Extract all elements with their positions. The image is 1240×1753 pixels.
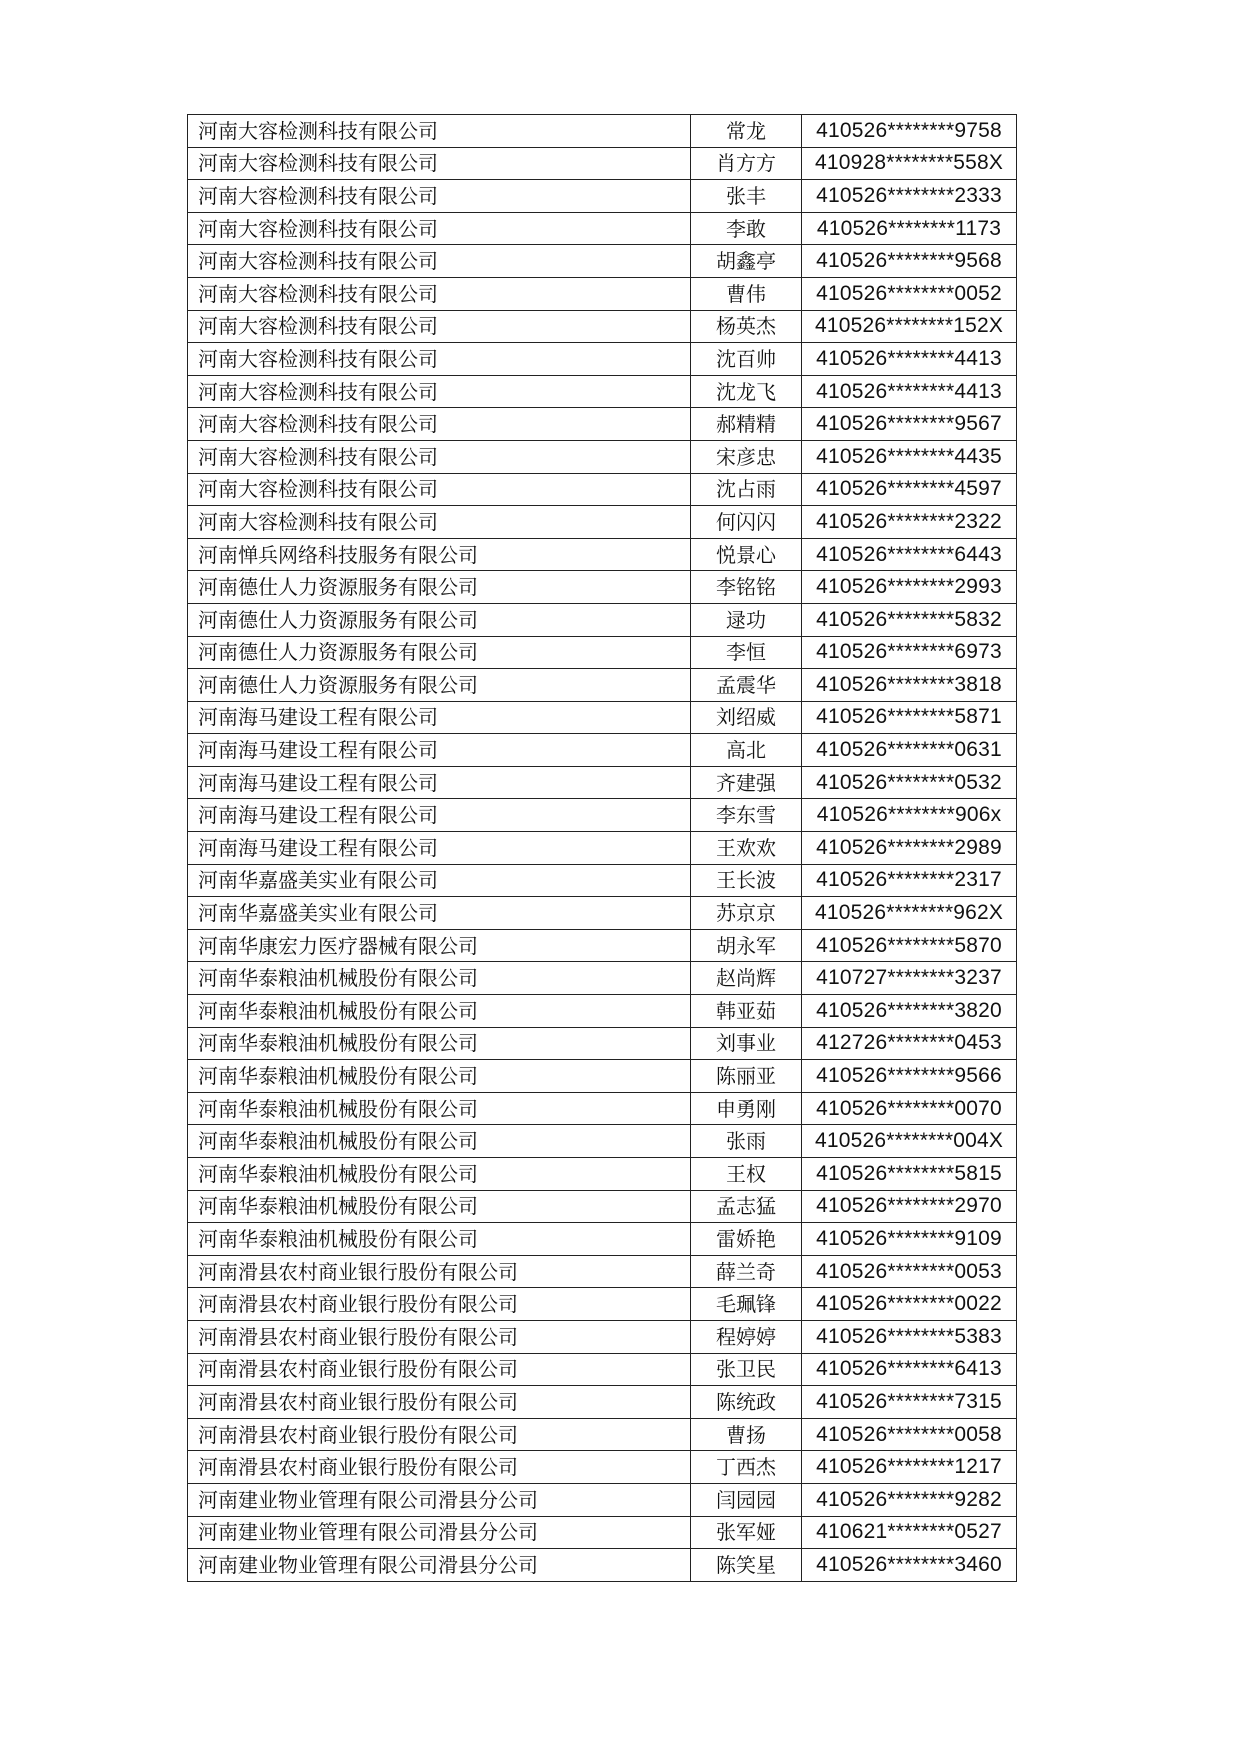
table-row — [188, 1092, 1017, 1125]
person-name-cell: 沈龙飞 — [691, 375, 802, 408]
id-number-cell: 410526********0631 — [802, 734, 1017, 767]
table-row — [188, 799, 1017, 832]
company-name-cell: 河南滑县农村商业银行股份有限公司 — [188, 1451, 691, 1484]
company-name-cell: 河南德仕人力资源服务有限公司 — [188, 571, 691, 604]
id-number-cell: 410526********6443 — [802, 538, 1017, 571]
company-name-cell: 河南华泰粮油机械股份有限公司 — [188, 1125, 691, 1158]
person-name-cell: 刘事业 — [691, 1027, 802, 1060]
company-name-cell: 河南海马建设工程有限公司 — [188, 799, 691, 832]
id-number-cell: 410526********004X — [802, 1125, 1017, 1158]
person-name-cell: 逯功 — [691, 603, 802, 636]
id-number-cell: 410526********2322 — [802, 506, 1017, 539]
id-number-cell: 410526********2993 — [802, 571, 1017, 604]
table-row — [188, 1125, 1017, 1158]
id-number-cell: 410526********9566 — [802, 1060, 1017, 1093]
table-row — [188, 1223, 1017, 1256]
table-row — [188, 897, 1017, 930]
person-name-cell: 沈百帅 — [691, 343, 802, 376]
table-row — [188, 343, 1017, 376]
company-name-cell: 河南海马建设工程有限公司 — [188, 734, 691, 767]
table-row — [188, 506, 1017, 539]
company-name-cell: 河南滑县农村商业银行股份有限公司 — [188, 1386, 691, 1419]
id-number-cell: 410526********152X — [802, 310, 1017, 343]
table-row — [188, 277, 1017, 310]
person-name-cell: 韩亚茹 — [691, 995, 802, 1028]
table-row — [188, 245, 1017, 278]
person-name-cell: 张卫民 — [691, 1353, 802, 1386]
table-row — [188, 473, 1017, 506]
table-row — [188, 375, 1017, 408]
person-name-cell: 沈占雨 — [691, 473, 802, 506]
id-number-cell: 410928********558X — [802, 147, 1017, 180]
person-name-cell: 刘绍威 — [691, 701, 802, 734]
company-name-cell: 河南建业物业管理有限公司滑县分公司 — [188, 1549, 691, 1582]
id-number-cell: 410526********0052 — [802, 277, 1017, 310]
person-name-cell: 李恒 — [691, 636, 802, 669]
id-number-cell: 410526********906x — [802, 799, 1017, 832]
company-name-cell: 河南滑县农村商业银行股份有限公司 — [188, 1353, 691, 1386]
company-name-cell: 河南大容检测科技有限公司 — [188, 245, 691, 278]
company-name-cell: 河南大容检测科技有限公司 — [188, 277, 691, 310]
table-row — [188, 1483, 1017, 1516]
company-name-cell: 河南大容检测科技有限公司 — [188, 212, 691, 245]
table-row — [188, 1255, 1017, 1288]
table-row — [188, 766, 1017, 799]
id-number-cell: 410526********2970 — [802, 1190, 1017, 1223]
person-name-cell: 常龙 — [691, 115, 802, 148]
company-name-cell: 河南滑县农村商业银行股份有限公司 — [188, 1288, 691, 1321]
id-number-cell: 410526********5383 — [802, 1320, 1017, 1353]
id-number-cell: 410526********9567 — [802, 408, 1017, 441]
company-name-cell: 河南大容检测科技有限公司 — [188, 343, 691, 376]
id-number-cell: 410526********0053 — [802, 1255, 1017, 1288]
table-row — [188, 1451, 1017, 1484]
table-row — [188, 669, 1017, 702]
table-row — [188, 1418, 1017, 1451]
person-name-cell: 孟志猛 — [691, 1190, 802, 1223]
company-name-cell: 河南华泰粮油机械股份有限公司 — [188, 1223, 691, 1256]
company-name-cell: 河南华嘉盛美实业有限公司 — [188, 897, 691, 930]
company-name-cell: 河南华嘉盛美实业有限公司 — [188, 864, 691, 897]
table-row — [188, 115, 1017, 148]
person-name-cell: 王欢欢 — [691, 832, 802, 865]
id-number-cell: 410526********9568 — [802, 245, 1017, 278]
id-number-cell: 410526********1173 — [802, 212, 1017, 245]
table-row — [188, 1060, 1017, 1093]
table-row — [188, 538, 1017, 571]
person-name-cell: 王权 — [691, 1158, 802, 1191]
person-name-cell: 陈统政 — [691, 1386, 802, 1419]
company-name-cell: 河南大容检测科技有限公司 — [188, 310, 691, 343]
id-number-cell: 410526********5815 — [802, 1158, 1017, 1191]
id-number-cell: 410526********0070 — [802, 1092, 1017, 1125]
person-name-cell: 陈丽亚 — [691, 1060, 802, 1093]
person-name-cell: 杨英杰 — [691, 310, 802, 343]
company-name-cell: 河南华泰粮油机械股份有限公司 — [188, 1060, 691, 1093]
person-name-cell: 肖方方 — [691, 147, 802, 180]
company-name-cell: 河南大容检测科技有限公司 — [188, 375, 691, 408]
id-number-cell: 410526********6413 — [802, 1353, 1017, 1386]
id-number-cell: 410621********0527 — [802, 1516, 1017, 1549]
table-row — [188, 180, 1017, 213]
table-row — [188, 1549, 1017, 1582]
person-name-cell: 张雨 — [691, 1125, 802, 1158]
id-number-cell: 410526********5832 — [802, 603, 1017, 636]
person-name-cell: 闫园园 — [691, 1483, 802, 1516]
person-name-cell: 郝精精 — [691, 408, 802, 441]
table-row — [188, 212, 1017, 245]
company-name-cell: 河南海马建设工程有限公司 — [188, 832, 691, 865]
person-name-cell: 曹伟 — [691, 277, 802, 310]
person-name-cell: 胡鑫亭 — [691, 245, 802, 278]
table-row — [188, 408, 1017, 441]
company-name-cell: 河南大容检测科技有限公司 — [188, 473, 691, 506]
table-row — [188, 701, 1017, 734]
company-name-cell: 河南惮兵网络科技服务有限公司 — [188, 538, 691, 571]
table-row — [188, 1516, 1017, 1549]
id-number-cell: 410526********3818 — [802, 669, 1017, 702]
person-name-cell: 李东雪 — [691, 799, 802, 832]
id-number-cell: 410526********4435 — [802, 440, 1017, 473]
id-number-cell: 410526********2989 — [802, 832, 1017, 865]
id-number-cell: 410526********7315 — [802, 1386, 1017, 1419]
company-name-cell: 河南德仕人力资源服务有限公司 — [188, 669, 691, 702]
table-row — [188, 1353, 1017, 1386]
id-number-cell: 410526********4413 — [802, 375, 1017, 408]
person-name-cell: 薛兰奇 — [691, 1255, 802, 1288]
person-name-cell: 宋彦忠 — [691, 440, 802, 473]
person-name-cell: 雷娇艳 — [691, 1223, 802, 1256]
table-row — [188, 310, 1017, 343]
person-name-cell: 孟震华 — [691, 669, 802, 702]
id-number-cell: 410526********2317 — [802, 864, 1017, 897]
company-name-cell: 河南建业物业管理有限公司滑县分公司 — [188, 1483, 691, 1516]
person-name-cell: 程婷婷 — [691, 1320, 802, 1353]
company-name-cell: 河南海马建设工程有限公司 — [188, 701, 691, 734]
table-row — [188, 995, 1017, 1028]
id-number-cell: 410526********962X — [802, 897, 1017, 930]
company-name-cell: 河南华泰粮油机械股份有限公司 — [188, 995, 691, 1028]
table-row — [188, 147, 1017, 180]
id-number-cell: 412726********0453 — [802, 1027, 1017, 1060]
table-row — [188, 864, 1017, 897]
table-row — [188, 571, 1017, 604]
id-number-cell: 410526********1217 — [802, 1451, 1017, 1484]
person-name-cell: 高北 — [691, 734, 802, 767]
person-name-cell: 悦景心 — [691, 538, 802, 571]
company-name-cell: 河南德仕人力资源服务有限公司 — [188, 603, 691, 636]
id-number-cell: 410526********0022 — [802, 1288, 1017, 1321]
table-row — [188, 832, 1017, 865]
id-number-cell: 410526********3820 — [802, 995, 1017, 1028]
id-number-cell: 410526********0058 — [802, 1418, 1017, 1451]
person-name-cell: 何闪闪 — [691, 506, 802, 539]
table-row — [188, 440, 1017, 473]
table-row — [188, 1158, 1017, 1191]
person-name-cell: 李敢 — [691, 212, 802, 245]
table-row — [188, 636, 1017, 669]
table-row — [188, 1027, 1017, 1060]
id-number-cell: 410526********9109 — [802, 1223, 1017, 1256]
table-row — [188, 734, 1017, 767]
person-name-cell: 陈笑星 — [691, 1549, 802, 1582]
company-name-cell: 河南华泰粮油机械股份有限公司 — [188, 1027, 691, 1060]
person-name-cell: 齐建强 — [691, 766, 802, 799]
table-row — [188, 1288, 1017, 1321]
company-name-cell: 河南华泰粮油机械股份有限公司 — [188, 962, 691, 995]
person-name-cell: 苏京京 — [691, 897, 802, 930]
table-row — [188, 962, 1017, 995]
person-name-cell: 胡永军 — [691, 929, 802, 962]
personnel-table-body — [188, 115, 1017, 1582]
person-name-cell: 丁西杰 — [691, 1451, 802, 1484]
person-name-cell: 申勇刚 — [691, 1092, 802, 1125]
person-name-cell: 曹扬 — [691, 1418, 802, 1451]
id-number-cell: 410526********6973 — [802, 636, 1017, 669]
company-name-cell: 河南华泰粮油机械股份有限公司 — [188, 1190, 691, 1223]
id-number-cell: 410526********4413 — [802, 343, 1017, 376]
company-name-cell: 河南大容检测科技有限公司 — [188, 180, 691, 213]
company-name-cell: 河南大容检测科技有限公司 — [188, 408, 691, 441]
person-name-cell: 李铭铭 — [691, 571, 802, 604]
id-number-cell: 410526********5870 — [802, 929, 1017, 962]
table-row — [188, 603, 1017, 636]
id-number-cell: 410526********2333 — [802, 180, 1017, 213]
company-name-cell: 河南滑县农村商业银行股份有限公司 — [188, 1418, 691, 1451]
id-number-cell: 410526********9758 — [802, 115, 1017, 148]
id-number-cell: 410526********9282 — [802, 1483, 1017, 1516]
id-number-cell: 410727********3237 — [802, 962, 1017, 995]
personnel-table — [187, 114, 1017, 1582]
company-name-cell: 河南华泰粮油机械股份有限公司 — [188, 1158, 691, 1191]
id-number-cell: 410526********3460 — [802, 1549, 1017, 1582]
id-number-cell: 410526********0532 — [802, 766, 1017, 799]
company-name-cell: 河南华泰粮油机械股份有限公司 — [188, 1092, 691, 1125]
company-name-cell: 河南海马建设工程有限公司 — [188, 766, 691, 799]
person-name-cell: 王长波 — [691, 864, 802, 897]
company-name-cell: 河南华康宏力医疗器械有限公司 — [188, 929, 691, 962]
company-name-cell: 河南滑县农村商业银行股份有限公司 — [188, 1255, 691, 1288]
company-name-cell: 河南大容检测科技有限公司 — [188, 115, 691, 148]
person-name-cell: 张军娅 — [691, 1516, 802, 1549]
table-row — [188, 1386, 1017, 1419]
table-row — [188, 1190, 1017, 1223]
person-name-cell: 张丰 — [691, 180, 802, 213]
person-name-cell: 毛珮锋 — [691, 1288, 802, 1321]
id-number-cell: 410526********5871 — [802, 701, 1017, 734]
company-name-cell: 河南大容检测科技有限公司 — [188, 506, 691, 539]
company-name-cell: 河南大容检测科技有限公司 — [188, 147, 691, 180]
company-name-cell: 河南建业物业管理有限公司滑县分公司 — [188, 1516, 691, 1549]
person-name-cell: 赵尚辉 — [691, 962, 802, 995]
table-row — [188, 929, 1017, 962]
company-name-cell: 河南大容检测科技有限公司 — [188, 440, 691, 473]
company-name-cell: 河南滑县农村商业银行股份有限公司 — [188, 1320, 691, 1353]
id-number-cell: 410526********4597 — [802, 473, 1017, 506]
company-name-cell: 河南德仕人力资源服务有限公司 — [188, 636, 691, 669]
table-row — [188, 1320, 1017, 1353]
